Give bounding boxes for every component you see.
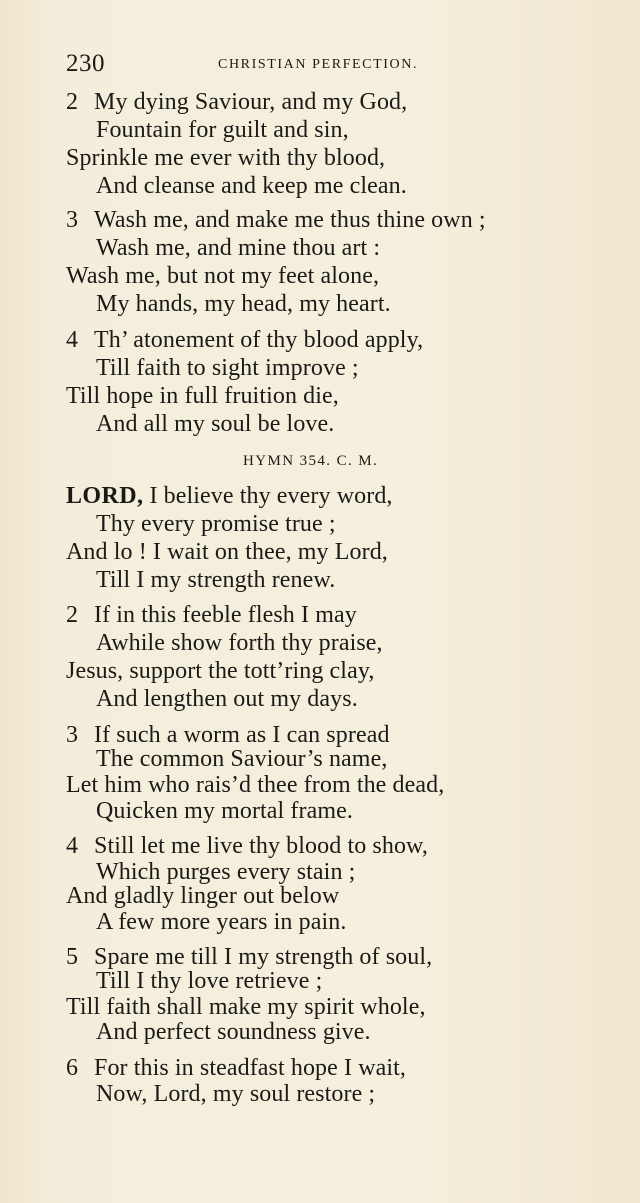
verse-number: 4 <box>66 327 79 353</box>
running-title: CHRISTIAN PERFECTION. <box>218 57 419 72</box>
page-header <box>66 50 466 84</box>
verse-line: 5 Spare me till I my strength of soul, <box>66 944 433 970</box>
lead-word: LORD, <box>66 483 144 509</box>
verse-number: 5 <box>66 944 79 970</box>
verse-number: 2 <box>66 602 79 628</box>
verse-line: Thy every promise true ; <box>96 511 336 537</box>
verse-line: A few more years in pain. <box>96 909 347 935</box>
verse-line: And cleanse and keep me clean. <box>96 173 407 199</box>
verse-line: Fountain for guilt and sin, <box>96 117 349 143</box>
verse-number: 6 <box>66 1055 79 1081</box>
verse-line: 6 For this in steadfast hope I wait, <box>66 1055 407 1081</box>
verse-number: 2 <box>66 89 79 115</box>
verse-line: Till faith shall make my spirit whole, <box>66 994 426 1020</box>
verse-line: 3 Wash me, and make me thus thine own ; <box>66 207 486 233</box>
verse-line: Let him who rais’d thee from the dead, <box>66 772 445 798</box>
verse-line: The common Saviour’s name, <box>96 746 388 772</box>
verse-line: And all my soul be love. <box>96 411 335 437</box>
verse-line: Till hope in full fruition die, <box>66 383 339 409</box>
verse-line: 3 If such a worm as I can spread <box>66 722 390 748</box>
verse-line: And lo ! I wait on thee, my Lord, <box>66 539 388 565</box>
verse-line: Sprinkle me ever with thy blood, <box>66 145 386 171</box>
verse-line: 2 My dying Saviour, and my God, <box>66 89 408 115</box>
verse-line: 2 If in this feeble flesh I may <box>66 602 357 628</box>
verse-line: Wash me, and mine thou art : <box>96 235 381 261</box>
verse-line: 4 Still let me live thy blood to show, <box>66 833 429 859</box>
verse-line: LORD, I believe thy every word, <box>66 483 393 509</box>
verse-line: Till faith to sight improve ; <box>96 355 359 381</box>
verse-line: Which purges every stain ; <box>96 859 356 885</box>
verse-line: Till I my strength renew. <box>96 567 336 593</box>
verse-line: Quicken my mortal frame. <box>96 798 353 824</box>
verse-number: 3 <box>66 722 79 748</box>
verse-line: And perfect soundness give. <box>96 1019 371 1045</box>
verse-line: My hands, my head, my heart. <box>96 291 391 317</box>
verse-line: Jesus, support the tott’ring clay, <box>66 658 375 684</box>
verse-line: And gladly linger out below <box>66 883 340 909</box>
verse-number: 3 <box>66 207 79 233</box>
verse-number: 4 <box>66 833 79 859</box>
verse-line: 4 Th’ atonement of thy blood apply, <box>66 327 424 353</box>
verse-line: Wash me, but not my feet alone, <box>66 263 380 289</box>
verse-line: Till I thy love retrieve ; <box>96 968 323 994</box>
hymn-heading: HYMN 354. C. M. <box>243 453 379 469</box>
verse-line: And lengthen out my days. <box>96 686 358 712</box>
verse-line: Now, Lord, my soul restore ; <box>96 1081 376 1107</box>
verse-line: Awhile show forth thy praise, <box>96 630 383 656</box>
page-number: 230 <box>66 50 105 77</box>
